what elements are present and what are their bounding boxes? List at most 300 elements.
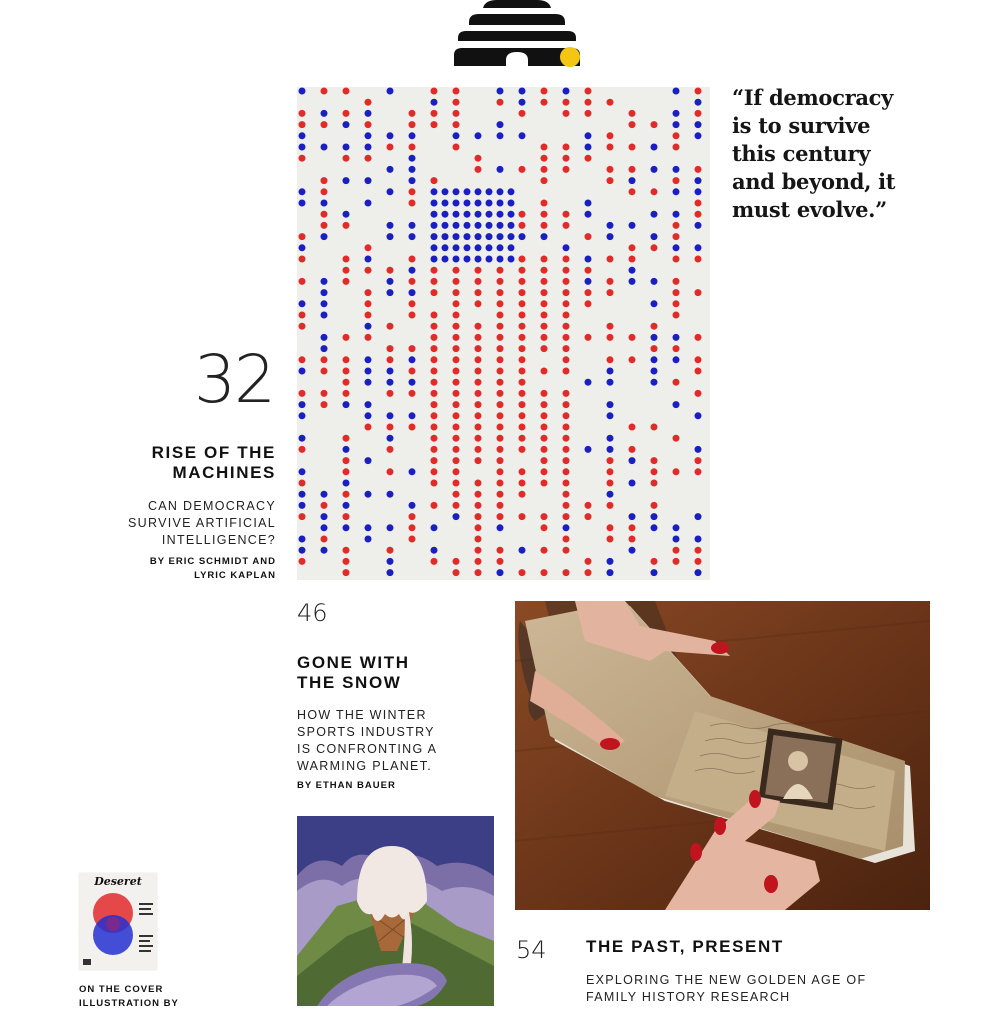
dot <box>409 256 416 263</box>
dot <box>343 524 350 531</box>
dot <box>475 524 482 531</box>
dot <box>365 121 372 128</box>
dot <box>453 267 460 274</box>
dot <box>585 211 592 218</box>
deck-line: IS CONFRONTING A <box>297 742 438 756</box>
dot <box>651 457 658 464</box>
dot <box>453 244 460 251</box>
dot <box>299 356 306 363</box>
dot <box>673 300 680 307</box>
dot <box>695 390 702 397</box>
dot <box>464 256 471 263</box>
dot <box>442 256 449 263</box>
dot <box>695 536 702 543</box>
dot <box>563 446 570 453</box>
dot <box>497 457 504 464</box>
dot <box>695 132 702 139</box>
dot <box>497 513 504 520</box>
dot <box>475 132 482 139</box>
byline-line: BY ETHAN BAUER <box>297 780 396 791</box>
dot <box>453 121 460 128</box>
dot <box>519 547 526 554</box>
dot <box>453 144 460 151</box>
dot <box>365 110 372 117</box>
dot <box>541 457 548 464</box>
dot <box>299 536 306 543</box>
dot <box>607 446 614 453</box>
dot <box>453 457 460 464</box>
dot <box>508 188 515 195</box>
dot <box>431 222 438 229</box>
dot <box>497 222 504 229</box>
dot <box>453 132 460 139</box>
dot <box>563 222 570 229</box>
dot <box>365 457 372 464</box>
dot <box>519 267 526 274</box>
dot <box>629 480 636 487</box>
dot <box>409 188 416 195</box>
dot <box>453 379 460 386</box>
dot <box>475 166 482 173</box>
dot <box>475 424 482 431</box>
dot <box>409 278 416 285</box>
dot <box>607 233 614 240</box>
dot <box>431 457 438 464</box>
dot <box>651 211 658 218</box>
dot <box>541 334 548 341</box>
dot <box>629 536 636 543</box>
dot <box>442 222 449 229</box>
dot <box>607 356 614 363</box>
dot <box>387 435 394 442</box>
dot <box>673 222 680 229</box>
dot <box>508 211 515 218</box>
dot <box>453 222 460 229</box>
dot <box>453 468 460 475</box>
dot <box>673 132 680 139</box>
dot <box>299 412 306 419</box>
dot <box>519 289 526 296</box>
dot <box>321 368 328 375</box>
dot <box>387 491 394 498</box>
dot <box>651 323 658 330</box>
dot <box>497 379 504 386</box>
dot <box>497 345 504 352</box>
dot <box>321 289 328 296</box>
dot <box>299 323 306 330</box>
dot <box>695 412 702 419</box>
dot <box>409 222 416 229</box>
dot <box>673 166 680 173</box>
dot <box>607 468 614 475</box>
quote-line: is to survive <box>732 113 871 138</box>
dot <box>431 211 438 218</box>
dot <box>343 558 350 565</box>
dot <box>431 188 438 195</box>
dot <box>519 468 526 475</box>
dot <box>673 435 680 442</box>
dot <box>497 312 504 319</box>
dot <box>563 244 570 251</box>
dot <box>497 188 504 195</box>
story-byline <box>297 779 497 793</box>
dot <box>343 379 350 386</box>
dot <box>629 144 636 151</box>
dot <box>343 401 350 408</box>
melting-snow-illustration[interactable] <box>297 816 494 1006</box>
dot <box>453 99 460 106</box>
dot <box>651 569 658 576</box>
dot <box>607 491 614 498</box>
dot <box>673 289 680 296</box>
dot <box>563 502 570 509</box>
dot <box>431 424 438 431</box>
page-number-46[interactable]: 46 <box>297 599 328 627</box>
dot <box>695 99 702 106</box>
dot <box>387 345 394 352</box>
democracy-dot-illustration <box>297 87 710 580</box>
dot <box>299 491 306 498</box>
dot <box>651 513 658 520</box>
dot <box>409 289 416 296</box>
dot <box>431 323 438 330</box>
dot <box>508 233 515 240</box>
dot <box>409 144 416 151</box>
dot <box>585 200 592 207</box>
dot <box>431 200 438 207</box>
dot <box>607 222 614 229</box>
dot <box>541 166 548 173</box>
dot <box>409 424 416 431</box>
dot <box>651 480 658 487</box>
dot <box>387 278 394 285</box>
dot <box>365 424 372 431</box>
dot <box>519 233 526 240</box>
dot <box>519 211 526 218</box>
dot <box>673 312 680 319</box>
dot <box>541 233 548 240</box>
dot <box>673 188 680 195</box>
dot <box>541 547 548 554</box>
dot <box>431 256 438 263</box>
dot <box>431 502 438 509</box>
cover-caption: ILLUSTRATION BY <box>79 998 179 1009</box>
dot <box>321 491 328 498</box>
dot <box>475 334 482 341</box>
dot <box>563 99 570 106</box>
dot <box>387 446 394 453</box>
dot <box>365 256 372 263</box>
dot <box>321 401 328 408</box>
dot <box>475 356 482 363</box>
dot <box>497 401 504 408</box>
title-line: GONE WITH <box>297 653 410 672</box>
dot <box>409 468 416 475</box>
dot <box>409 233 416 240</box>
dot <box>563 256 570 263</box>
cover-art <box>79 873 157 970</box>
dot <box>497 289 504 296</box>
dot <box>409 356 416 363</box>
dot <box>519 435 526 442</box>
dot <box>629 446 636 453</box>
dot <box>541 144 548 151</box>
dot <box>321 300 328 307</box>
dot <box>442 188 449 195</box>
dot <box>497 468 504 475</box>
dot <box>299 110 306 117</box>
dot <box>563 300 570 307</box>
dot <box>541 390 548 397</box>
dot <box>607 289 614 296</box>
story-title-rise-of-the-machines[interactable] <box>56 443 276 483</box>
dot <box>343 121 350 128</box>
dot <box>365 412 372 419</box>
dot <box>497 524 504 531</box>
dot <box>585 256 592 263</box>
dot <box>585 155 592 162</box>
dot <box>563 88 570 95</box>
dot <box>497 211 504 218</box>
quote-line: “If democracy <box>732 85 894 110</box>
dot <box>299 446 306 453</box>
dot <box>607 569 614 576</box>
dot <box>453 356 460 363</box>
dot <box>453 446 460 453</box>
page-number-54[interactable]: 54 <box>516 936 547 964</box>
cover-brand: Deseret <box>94 875 142 888</box>
story-title-the-past-present[interactable] <box>586 937 966 957</box>
dot <box>695 513 702 520</box>
dot <box>607 256 614 263</box>
dot <box>453 502 460 509</box>
dot <box>299 312 306 319</box>
dot <box>563 166 570 173</box>
dot <box>673 379 680 386</box>
dot <box>541 88 548 95</box>
dot <box>585 132 592 139</box>
dot <box>585 558 592 565</box>
dot <box>519 569 526 576</box>
dot <box>299 256 306 263</box>
dot <box>475 513 482 520</box>
dot <box>431 558 438 565</box>
dot <box>299 558 306 565</box>
dot <box>475 289 482 296</box>
dot <box>629 524 636 531</box>
dot <box>409 312 416 319</box>
dot <box>563 345 570 352</box>
dot <box>563 323 570 330</box>
dot <box>563 480 570 487</box>
dot <box>486 188 493 195</box>
dot <box>695 256 702 263</box>
dot <box>365 379 372 386</box>
dot <box>497 435 504 442</box>
dot <box>519 278 526 285</box>
dot <box>629 356 636 363</box>
dot <box>475 379 482 386</box>
dot <box>519 166 526 173</box>
dot <box>695 166 702 173</box>
dot <box>475 446 482 453</box>
dot <box>431 468 438 475</box>
dot <box>563 110 570 117</box>
dot <box>497 480 504 487</box>
dot <box>497 99 504 106</box>
dot <box>387 368 394 375</box>
dot <box>695 222 702 229</box>
dot <box>365 155 372 162</box>
dot <box>695 368 702 375</box>
dot <box>585 569 592 576</box>
dot <box>431 547 438 554</box>
title-line: THE SNOW <box>297 673 402 692</box>
dot <box>387 267 394 274</box>
dot <box>695 211 702 218</box>
dot <box>365 323 372 330</box>
dot <box>519 132 526 139</box>
dot <box>453 256 460 263</box>
dot <box>453 200 460 207</box>
dot <box>365 244 372 251</box>
dot <box>387 222 394 229</box>
dot <box>431 390 438 397</box>
dot <box>607 132 614 139</box>
dot <box>299 233 306 240</box>
dot <box>387 547 394 554</box>
story-title-gone-with-the-snow[interactable] <box>297 653 497 693</box>
dot <box>453 278 460 285</box>
logo-dot <box>560 47 580 67</box>
dot <box>299 368 306 375</box>
deck-line: FAMILY HISTORY RESEARCH <box>586 990 791 1004</box>
dot <box>387 289 394 296</box>
dot <box>387 379 394 386</box>
dot <box>673 144 680 151</box>
page-number-32[interactable]: 32 <box>194 341 274 418</box>
dot <box>431 267 438 274</box>
dot <box>299 200 306 207</box>
dot <box>486 256 493 263</box>
dot <box>563 513 570 520</box>
dot <box>321 88 328 95</box>
story-deck <box>76 498 276 549</box>
dot <box>497 200 504 207</box>
dot <box>365 99 372 106</box>
dot <box>541 345 548 352</box>
dot <box>519 424 526 431</box>
family-history-photo[interactable] <box>515 601 930 910</box>
dot <box>431 480 438 487</box>
dot <box>365 132 372 139</box>
dot <box>563 569 570 576</box>
pull-quote <box>732 84 932 224</box>
dot <box>695 558 702 565</box>
dot <box>431 412 438 419</box>
dot <box>321 211 328 218</box>
magazine-cover-thumbnail[interactable] <box>79 873 157 970</box>
dot <box>541 312 548 319</box>
dot <box>585 233 592 240</box>
dot <box>343 435 350 442</box>
dot <box>673 524 680 531</box>
dot <box>651 524 658 531</box>
dot <box>343 177 350 184</box>
dot <box>409 379 416 386</box>
dot <box>497 300 504 307</box>
dot <box>651 334 658 341</box>
dot <box>409 200 416 207</box>
dot <box>464 200 471 207</box>
dot <box>651 368 658 375</box>
dot <box>453 491 460 498</box>
dot <box>387 468 394 475</box>
dot <box>651 300 658 307</box>
dot <box>629 166 636 173</box>
dot <box>585 88 592 95</box>
dot <box>585 334 592 341</box>
dot <box>519 513 526 520</box>
dot <box>673 177 680 184</box>
dot <box>431 110 438 117</box>
dot <box>541 424 548 431</box>
deck-line: CAN DEMOCRACY <box>147 499 276 513</box>
dot <box>629 267 636 274</box>
dot <box>409 368 416 375</box>
dot <box>695 200 702 207</box>
dot <box>673 211 680 218</box>
dot <box>541 412 548 419</box>
dot <box>431 121 438 128</box>
dot <box>321 356 328 363</box>
dot <box>475 222 482 229</box>
dot <box>497 244 504 251</box>
deseret-beehive-logo[interactable] <box>452 0 582 70</box>
dot <box>607 278 614 285</box>
dot <box>563 312 570 319</box>
dot <box>541 200 548 207</box>
deck-line: WARMING PLANET. <box>297 759 433 773</box>
story-deck <box>297 707 497 775</box>
dot <box>365 334 372 341</box>
dot <box>343 569 350 576</box>
dot <box>607 177 614 184</box>
dot <box>585 278 592 285</box>
dot <box>519 256 526 263</box>
dot <box>409 300 416 307</box>
dot <box>475 412 482 419</box>
dot <box>365 177 372 184</box>
dot <box>453 435 460 442</box>
dot <box>343 267 350 274</box>
dot <box>585 267 592 274</box>
dot <box>497 424 504 431</box>
dot <box>321 312 328 319</box>
dot <box>475 547 482 554</box>
dot <box>607 558 614 565</box>
dot <box>695 547 702 554</box>
dot <box>442 211 449 218</box>
dot <box>695 334 702 341</box>
dot <box>453 513 460 520</box>
dot <box>343 468 350 475</box>
dot <box>607 457 614 464</box>
dot <box>475 256 482 263</box>
dot <box>673 356 680 363</box>
dot <box>486 233 493 240</box>
dot <box>343 110 350 117</box>
